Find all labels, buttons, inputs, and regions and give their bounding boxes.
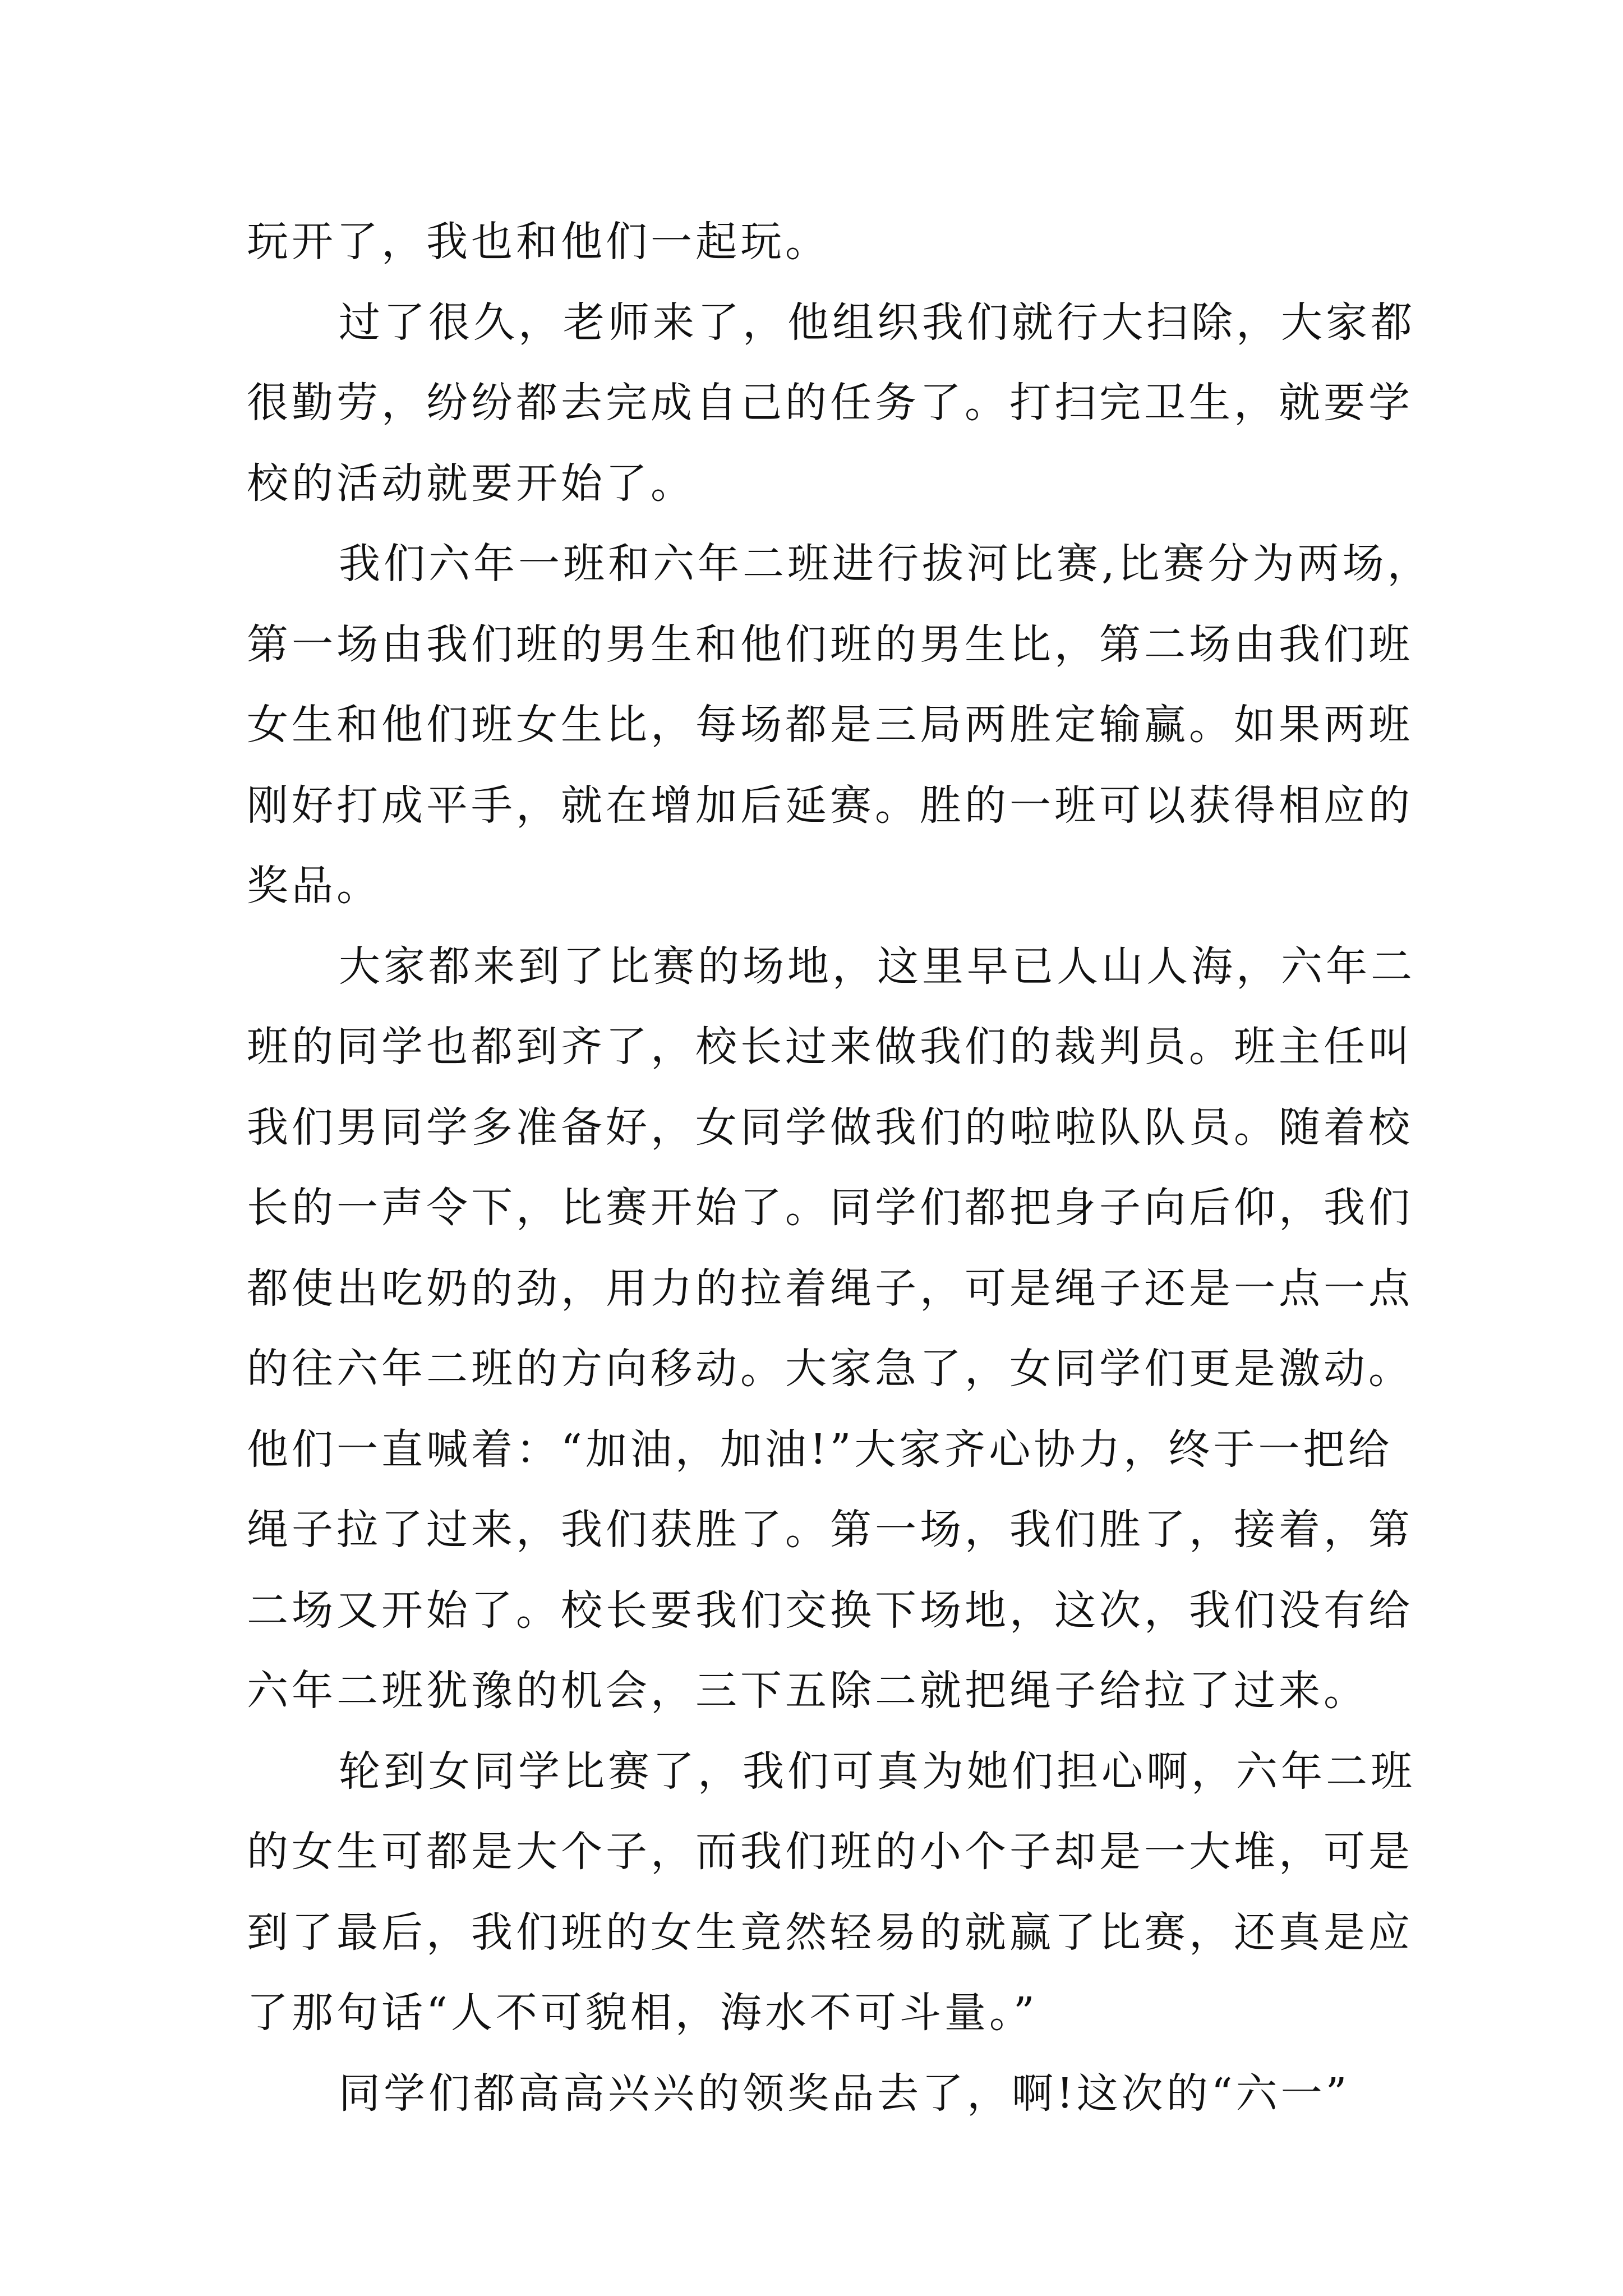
text-line-24: 同学们都高高兴兴的领奖品去了，啊!这次的“六一” xyxy=(339,2069,1350,2118)
text-line-23: 了那句话“人不可貌相，海水不可斗量。” xyxy=(247,1989,1038,2037)
text-line-10: 大家都来到了比赛的场地，这里早已人山人海，六年二 xyxy=(339,942,1415,991)
essay-text xyxy=(247,202,1432,2134)
text-line-14: 都使出吃奶的劲，用力的拉着绳子，可是绳子还是一点一点 xyxy=(247,1264,1413,1313)
text-line-5: 我们六年一班和六年二班进行拔河比赛,比赛分为两场， xyxy=(339,540,1432,588)
text-line-3: 很勤劳，纷纷都去完成自己的任务了。打扫完卫生，就要学 xyxy=(247,379,1413,427)
text-line-13: 长的一声令下，比赛开始了。同学们都把身子向后仰，我们 xyxy=(247,1184,1413,1232)
text-line-2: 过了很久，老师来了，他组织我们就行大扫除，大家都 xyxy=(339,298,1415,347)
text-line-15: 的往六年二班的方向移动。大家急了，女同学们更是激动。 xyxy=(247,1345,1413,1393)
text-line-12: 我们男同学多准备好，女同学做我们的啦啦队队员。随着校 xyxy=(247,1103,1413,1152)
text-line-18: 二场又开始了。校长要我们交换下场地，这次，我们没有给 xyxy=(247,1586,1413,1635)
text-line-1: 玩开了，我也和他们一起玩。 xyxy=(247,218,830,266)
text-line-7: 女生和他们班女生比，每场都是三局两胜定输赢。如果两班 xyxy=(247,701,1413,749)
text-line-22: 到了最后，我们班的女生竟然轻易的就赢了比赛，还真是应 xyxy=(247,1908,1413,1957)
text-line-17: 绳子拉了过来，我们获胜了。第一场，我们胜了，接着，第 xyxy=(247,1506,1413,1554)
text-line-20: 轮到女同学比赛了，我们可真为她们担心啊，六年二班 xyxy=(339,1747,1415,1796)
text-line-9: 奖品。 xyxy=(247,862,381,910)
text-line-11: 班的同学也都到齐了，校长过来做我们的裁判员。班主任叫 xyxy=(247,1023,1413,1071)
text-line-6: 第一场由我们班的男生和他们班的男生比，第二场由我们班 xyxy=(247,620,1413,669)
text-line-16: 他们一直喊着：“加油，加油!”大家齐心协力，终于一把给 xyxy=(247,1425,1393,1474)
text-line-19: 六年二班犹豫的机会，三下五除二就把绳子给拉了过来。 xyxy=(247,1667,1368,1715)
text-line-8: 刚好打成平手，就在增加后延赛。胜的一班可以获得相应的 xyxy=(247,781,1413,830)
text-line-21: 的女生可都是大个子，而我们班的小个子却是一大堆，可是 xyxy=(247,1828,1413,1876)
text-line-4: 校的活动就要开始了。 xyxy=(247,459,695,508)
